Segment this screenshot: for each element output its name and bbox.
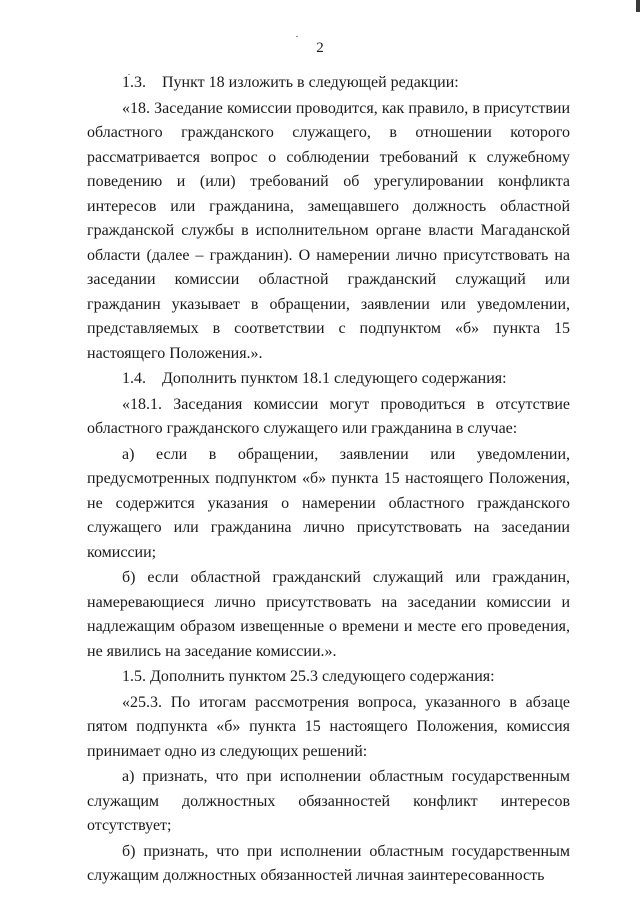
scan-edge-mark <box>636 0 640 12</box>
paragraph-25-3-b: б) признать, что при исполнении областным государственным служащим должностных обязанностей личная заинтересованность <box>87 842 570 884</box>
paragraph-25-3: «25.3. По итогам рассмотрения вопроса, указанного в абзаце пятом подпункта «б» пункта 15 настоящего Положения, комиссия принимает одно из следующих решений: <box>87 693 570 760</box>
paragraph-1-5: 1.5. Дополнить пунктом 25.3 следующего содержания: <box>122 668 495 685</box>
paragraph-18-1-a: а) если в обращении, заявлении или уведомлении, предусмотренных подпунктом «б» пункта 15 настоящего Положения, не содержится указания о намерении областного гражданского служащего или гражданина лично присутствовать на заседании комиссии; <box>87 445 570 561</box>
paragraph-1-3: 1.3. Пункт 18 изложить в следующей редакции: <box>122 74 459 91</box>
paragraph-25-3-a: а) признать, что при исполнении областным государственным служащим должностных обязанностей конфликт интересов отсутствует; <box>87 768 570 834</box>
paragraph-18: «18. Заседание комиссии проводится, как правило, в присутствии областного гражданского служащего, в отношении которого рассматривается вопрос о соблюдении требований к служебному поведению и (или) требований об урегулировании конфликта интересов или гражданина, замещавшего должность областной гражданской службы в исполнительном органе власти Магаданской области (далее – гражданин). О намерении лично присутствовать на заседании комиссии областной гражданский служащий или гражданин указывает в обращении, заявлении или уведомлении, представляемых в соответствии с подпунктом «б» пункта 15 настоящего Положения.». <box>87 99 570 362</box>
paragraph-1-4: 1.4. Дополнить пунктом 18.1 следующего содержания: <box>122 370 507 387</box>
scan-speck <box>296 36 298 37</box>
paragraph-18-1: «18.1. Заседания комиссии могут проводиться в отсутствие областного гражданского служащего или гражданина в случае: <box>87 395 570 437</box>
page-number: 2 <box>316 40 324 56</box>
paragraph-18-1-b: б) если областной гражданский служащий или гражданин, намеревающиеся лично присутствовать на заседании комиссии и надлежащим образом извещенные о времени и месте его проведения, не явились на заседание комиссии.». <box>87 569 570 660</box>
document-body <box>87 71 570 889</box>
